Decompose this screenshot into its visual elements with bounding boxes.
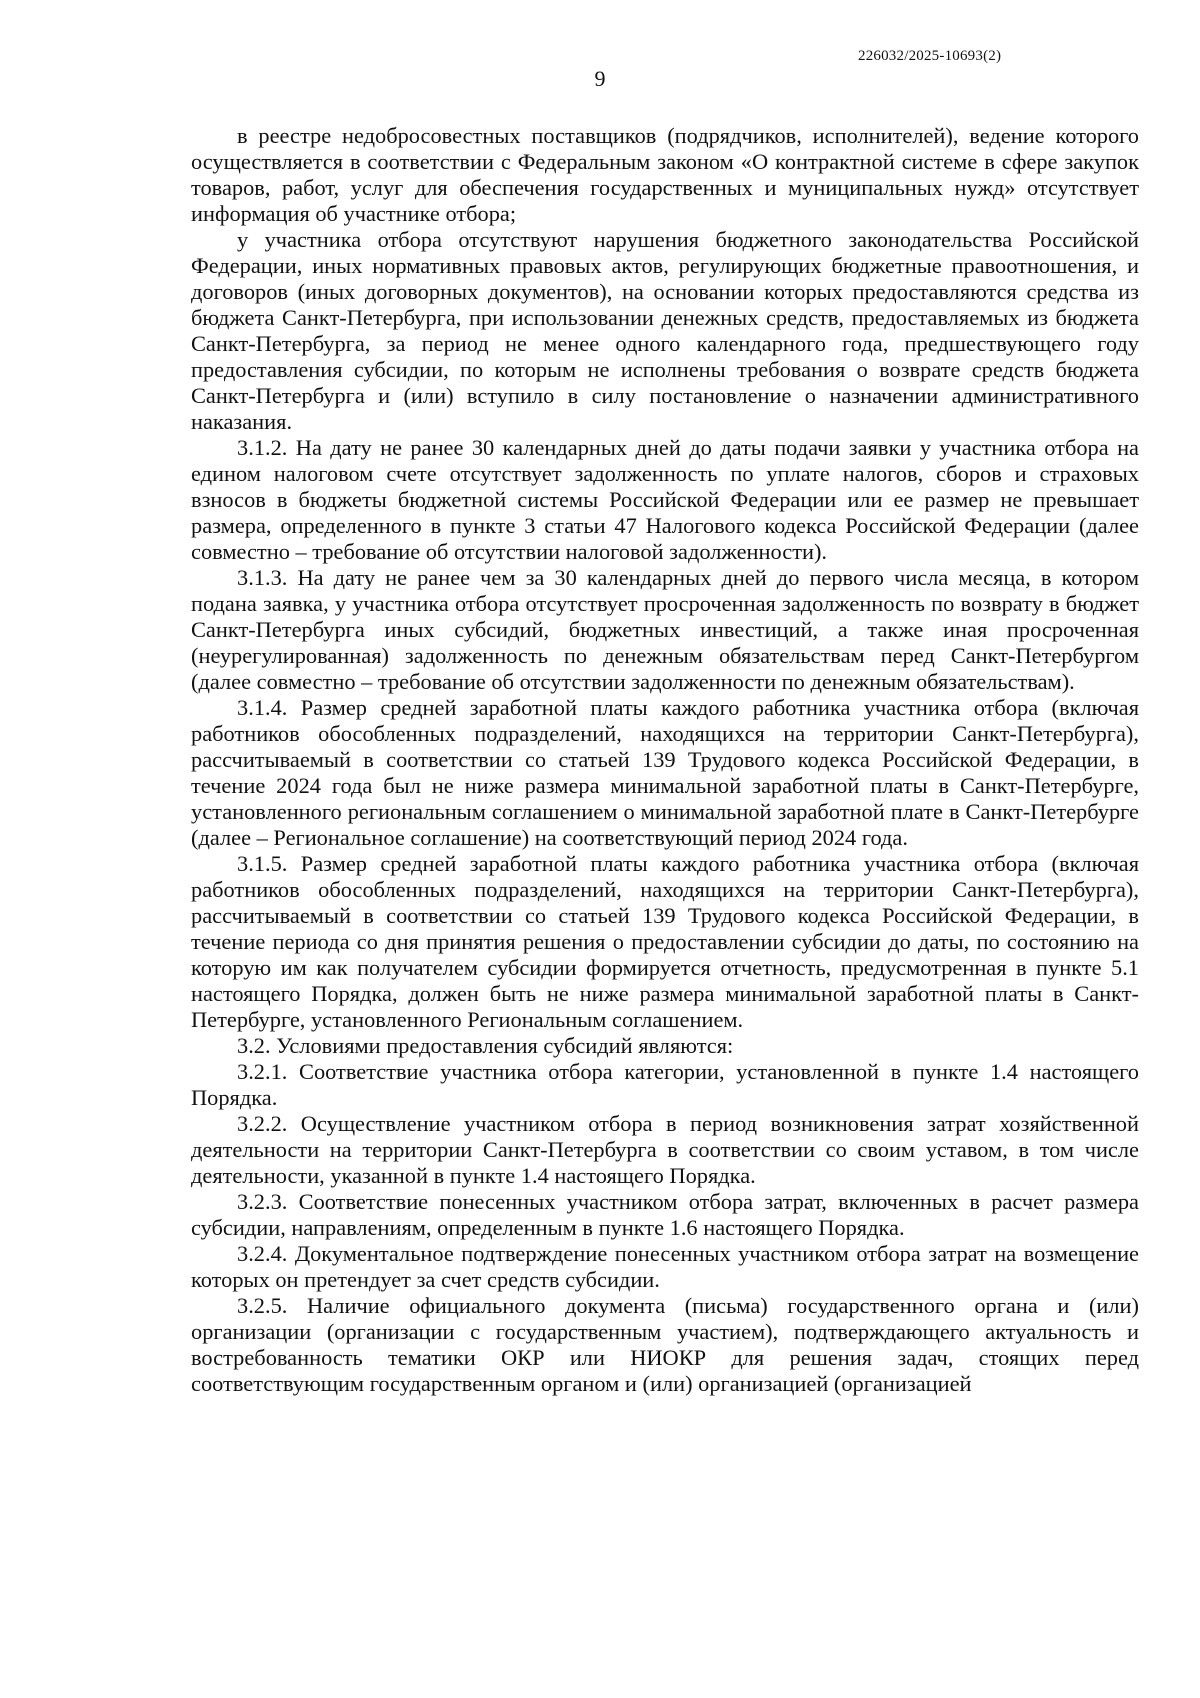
paragraph-3-2-2: 3.2.2. Осуществление участником отбора в период возникновения затрат хозяйственной деятельности на территории Санкт-Петербурга в соответствии со своим уставом, в том числе деятельности, указанной в пункте 1.4 настоящего Порядка. — [191, 1111, 1139, 1188]
paragraph-registry-of-unfair-suppliers: в реестре недобросовестных поставщиков (подрядчиков, исполнителей), ведение которого осуществляется в соответствии с Федеральным законом «О контрактной системе в сфере закупок товаров, работ, услуг для обеспечения государственных и муниципальных нужд» отсутствует информация об участнике отбора; — [191, 123, 1139, 226]
paragraph-3-2: 3.2. Условиями предоставления субсидий являются: — [237, 1033, 734, 1058]
paragraph-3-2-4: 3.2.4. Документальное подтверждение понесенных участником отбора затрат на возмещение которых он претендует за счет средств субсидии. — [191, 1241, 1139, 1292]
paragraph-3-1-2: 3.1.2. На дату не ранее 30 календарных дней до даты подачи заявки у участника отбора на едином налоговом счете отсутствует задолженность по уплате налогов, сборов и страховых взносов в бюджеты бюджетной системы Российской Федерации или ее размер не превышает размера, определенного в пункте 3 статьи 47 Налогового кодекса Российской Федерации (далее совместно – требование об отсутствии налоговой задолженности). — [191, 435, 1139, 564]
paragraph-3-1-5: 3.1.5. Размер средней заработной платы каждого работника участника отбора (включая работников обособленных подразделений, находящихся на территории Санкт-Петербурга), рассчитываемый в соответствии со статьей 139 Трудового кодекса Российской Федерации, в течение периода со дня принятия решения о предоставлении субсидии до даты, по состоянию на которую им как получателем субсидии формируется отчетность, предусмотренная в пункте 5.1 настоящего Порядка, должен быть не ниже размера минимальной заработной платы в Санкт-Петербурге, установленного Региональным соглашением. — [191, 851, 1139, 1032]
paragraph-3-2-3: 3.2.3. Соответствие понесенных участником отбора затрат, включенных в расчет размера субсидии, направлениям, определенным в пункте 1.6 настоящего Порядка. — [191, 1189, 1139, 1240]
document-body — [191, 123, 1139, 1397]
page-number: 9 — [594, 66, 606, 91]
paragraph-3-2-1: 3.2.1. Соответствие участника отбора категории, установленной в пункте 1.4 настоящего Порядка. — [191, 1059, 1139, 1110]
document-registration-number: 226032/2025-10693(2) — [858, 48, 1002, 64]
paragraph-3-1-3: 3.1.3. На дату не ранее чем за 30 календарных дней до первого числа месяца, в котором подана заявка, у участника отбора отсутствует просроченная задолженность по возврату в бюджет Санкт-Петербурга иных субсидий, бюджетных инвестиций, а также иная просроченная (неурегулированная) задолженность по денежным обязательствам перед Санкт-Петербургом (далее совместно – требование об отсутствии задолженности по денежным обязательствам). — [191, 565, 1139, 694]
paragraph-3-2-5: 3.2.5. Наличие официального документа (письма) государственного органа и (или) организации (организации с государственным участием), подтверждающего актуальность и востребованность тематики ОКР или НИОКР для решения задач, стоящих перед соответствующим государственным органом и (или) организацией (организацией — [191, 1293, 1139, 1396]
paragraph-3-1-4: 3.1.4. Размер средней заработной платы каждого работника участника отбора (включая работников обособленных подразделений, находящихся на территории Санкт-Петербурга), рассчитываемый в соответствии со статьей 139 Трудового кодекса Российской Федерации, в течение 2024 года был не ниже размера минимальной заработной платы в Санкт-Петербурге, установленного региональным соглашением о минимальной заработной плате в Санкт-Петербурге (далее – Региональное соглашение) на соответствующий период 2024 года. — [191, 695, 1139, 850]
paragraph-no-budget-violations: у участника отбора отсутствуют нарушения бюджетного законодательства Российской Федерации, иных нормативных правовых актов, регулирующих бюджетные правоотношения, и договоров (иных договорных документов), на основании которых предоставляются средства из бюджета Санкт-Петербурга, при использовании денежных средств, предоставляемых из бюджета Санкт-Петербурга, за период не менее одного календарного года, предшествующего году предоставления субсидии, по которым не исполнены требования о возврате средств бюджета Санкт-Петербурга и (или) вступило в силу постановление о назначении административного наказания. — [191, 227, 1139, 434]
